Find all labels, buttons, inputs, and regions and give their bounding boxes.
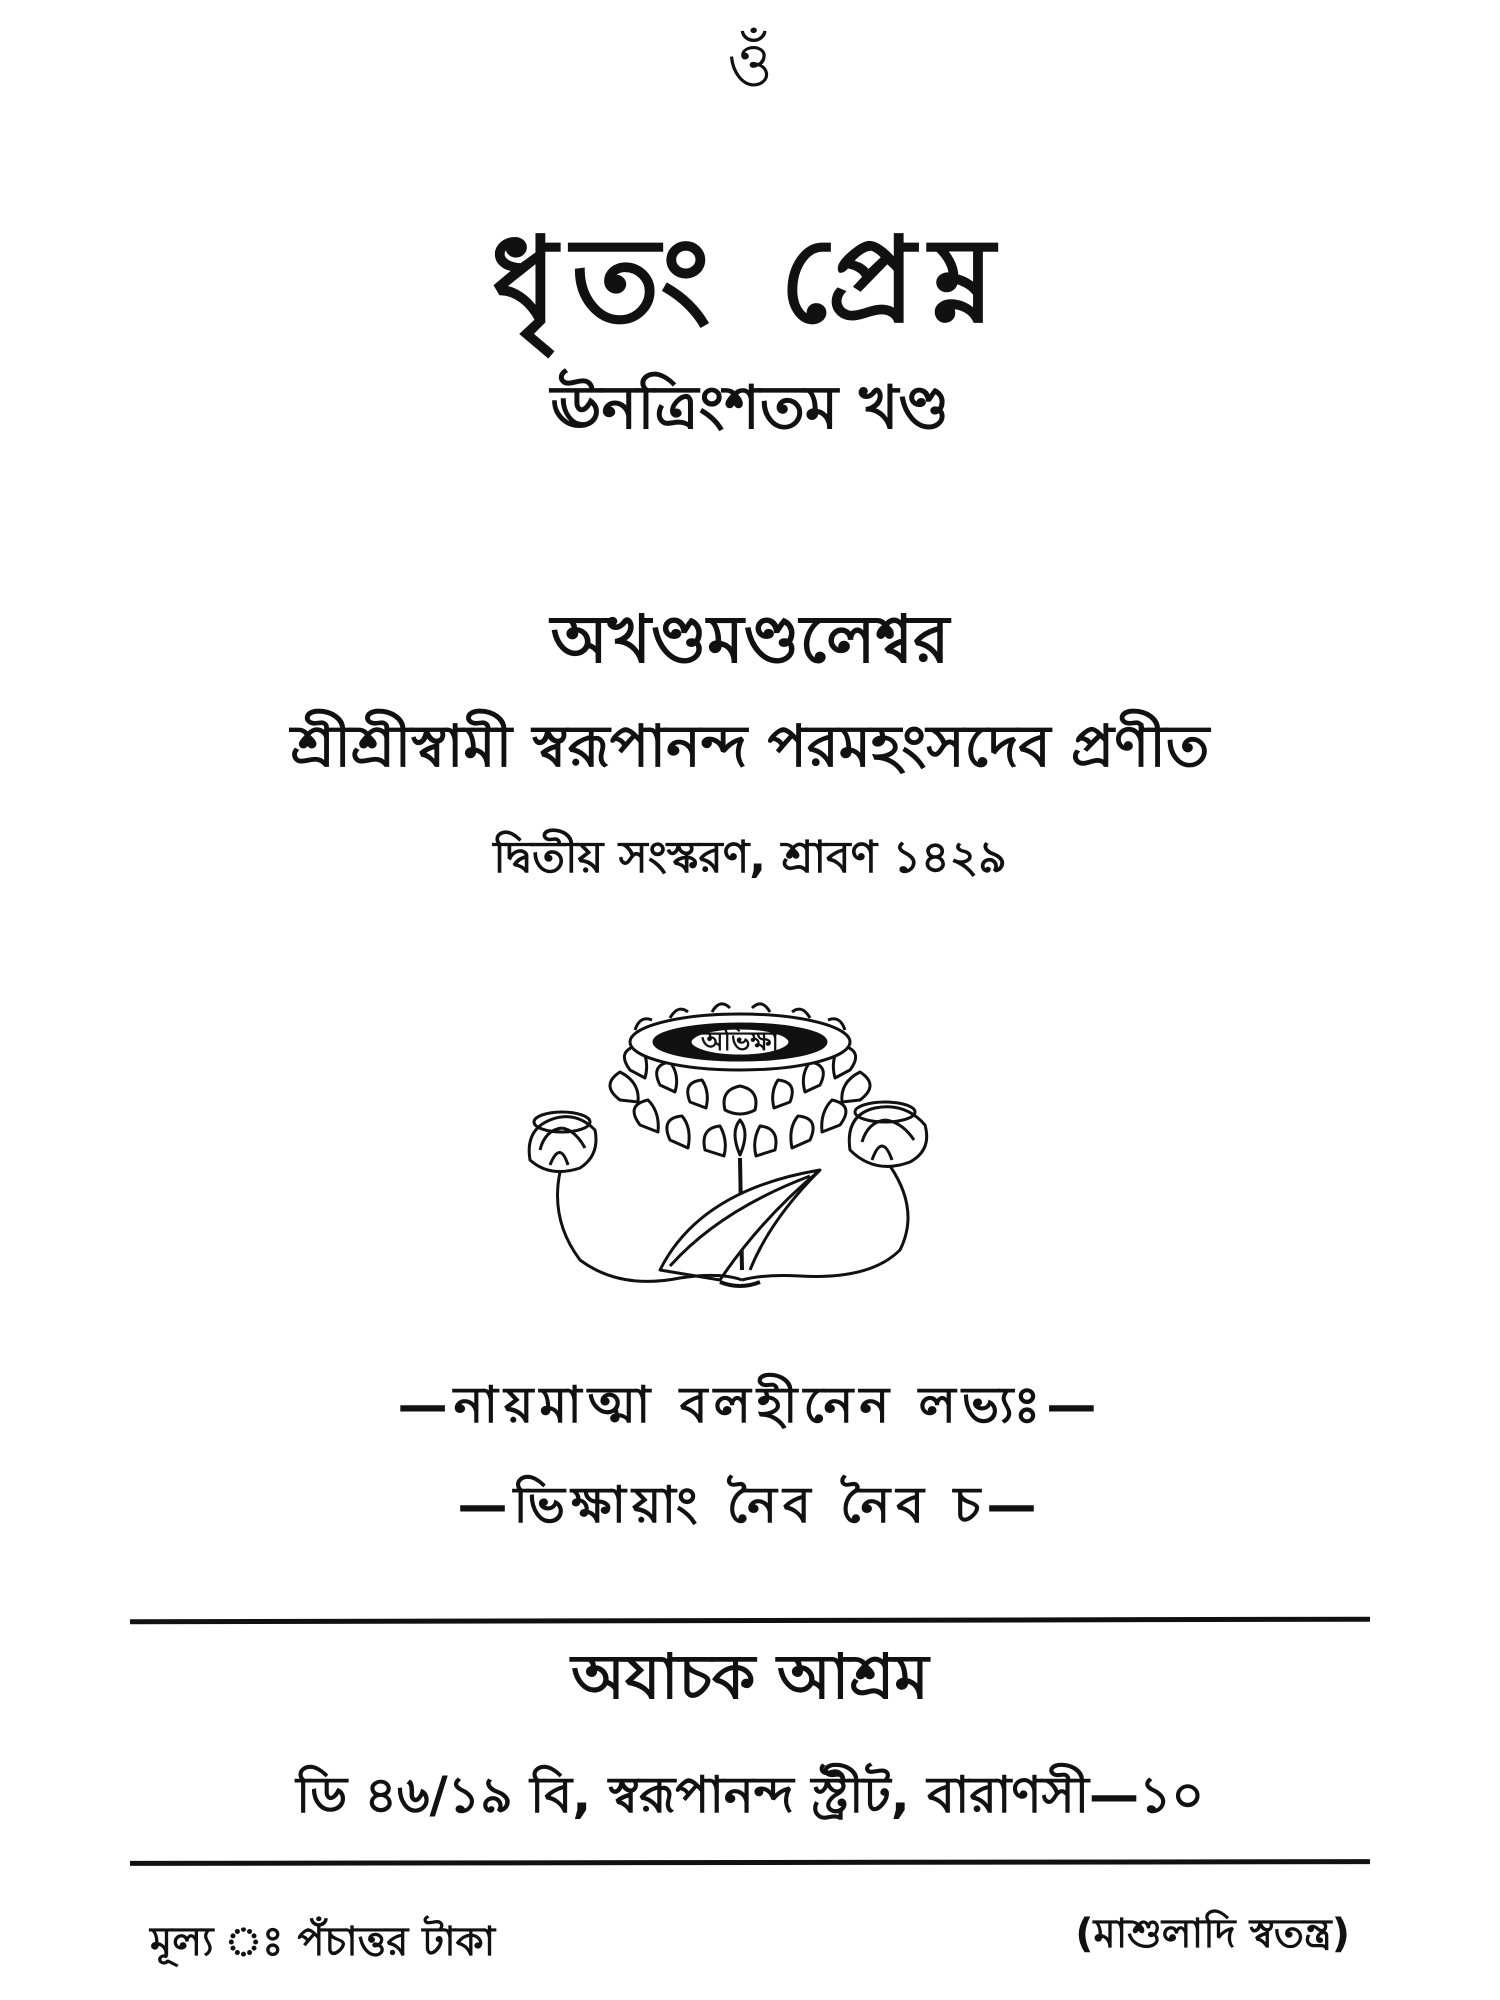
divider-top [130,1617,1370,1625]
author-credit: শ্রীশ্রীস্বামী স্বরূপানন্দ পরমহংসদেব প্রণীত [290,712,1210,780]
publisher-address: ডি ৪৬/১৯ বি, স্বরূপানন্দ স্ট্রীট, বারাণসী—১০ [296,1766,1204,1824]
author-epithet: অখণ্ডমণ্ডলেশ্বর [550,601,950,678]
emblem-label: অভিক্ষা [701,1027,779,1057]
postage-note: (মাশুলাদি স্বতন্ত্র) [1075,1911,1350,1957]
volume-label: ঊনত্রিংশতম খণ্ড [550,373,950,443]
edition-info: দ্বিতীয় সংস্করণ, শ্রাবণ ১৪২৯ [493,832,1007,883]
publisher-name: অযাচক আশ্রম [571,1640,929,1713]
lotus-emblem-icon [520,990,960,1310]
divider-bottom [130,1859,1370,1866]
price-label: মূল্য ঃ পঁচাত্তর টাকা [150,1919,496,1965]
motto-line-1: —নায়মাত্মা বলহীনেন লভ্যঃ— [397,1376,1103,1434]
motto-line-2: —ভিক্ষায়াং নৈব নৈব চ— [457,1476,1043,1534]
om-invocation: ওঁ [727,28,773,101]
book-title: ধৃতং প্রেম্ন [491,211,1009,349]
